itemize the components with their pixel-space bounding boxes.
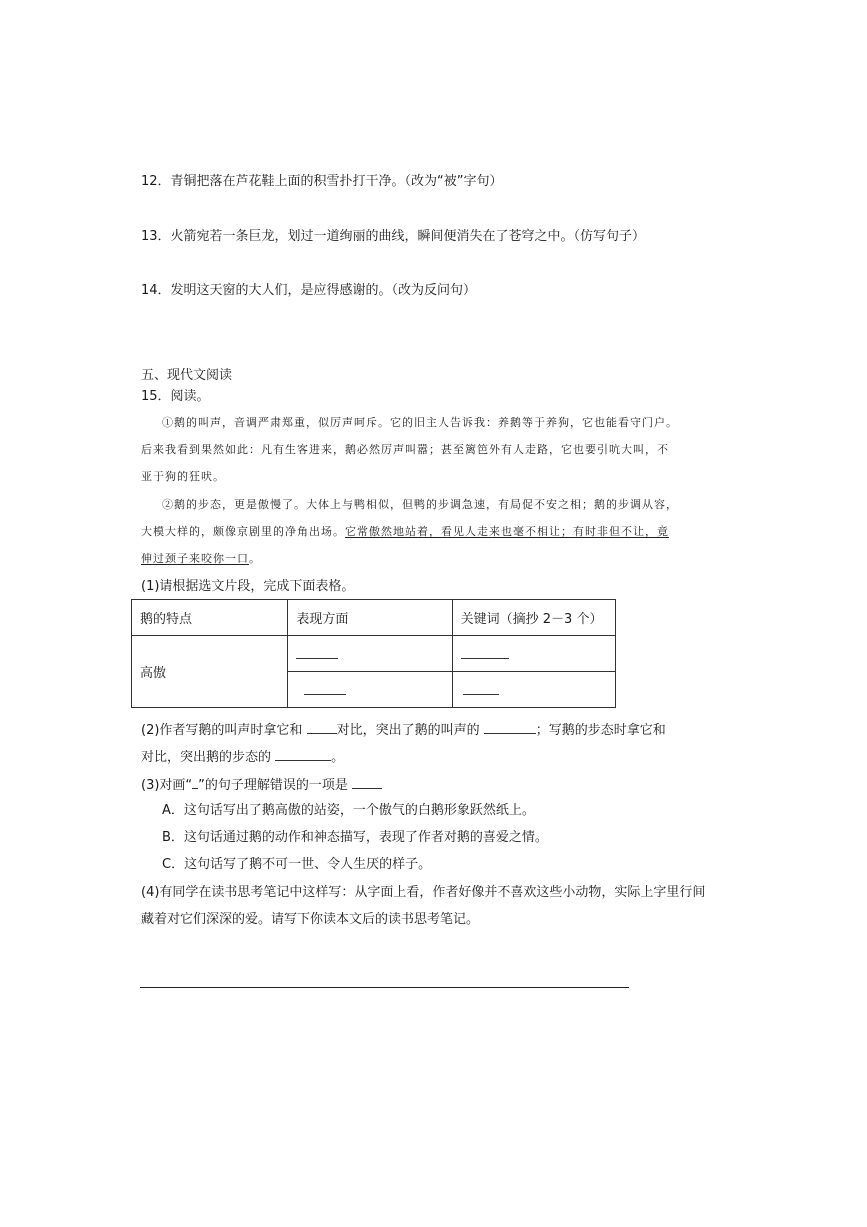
passage-p1-line3: 亚于狗的狂吠。 xyxy=(141,470,225,483)
passage-p2-line3-end: 。 xyxy=(249,552,261,565)
sub3-text-b: ”的句子理解错误的一项是 xyxy=(198,778,348,793)
answer-writing-line[interactable] xyxy=(140,987,629,988)
passage-p2-line3 xyxy=(141,550,261,568)
keyword-answer-cell[interactable] xyxy=(452,636,615,672)
answer-blank[interactable] xyxy=(461,644,509,659)
table-row xyxy=(132,636,616,672)
passage-p2-line2 xyxy=(141,523,669,541)
trait-cell: 高傲 xyxy=(132,636,288,708)
table-header-cell: 鹅的特点 xyxy=(132,600,288,636)
passage-p2-line2-plain: 大模大样的，颇像京剧里的净角出场。 xyxy=(141,525,345,538)
sub-question-1: (1)请根据选文片段，完成下面表格。 xyxy=(141,579,355,594)
underlined-sentence-part2: 伸过颈子来咬你一口 xyxy=(141,552,249,565)
sub-question-2-line1 xyxy=(141,719,666,741)
sub2-text-d: 对比，突出鹅的步态的 xyxy=(141,750,272,765)
sub-question-2-line2 xyxy=(141,746,344,768)
section-title: 五、现代文阅读 xyxy=(141,368,233,383)
table-header-cell: 表现方面 xyxy=(288,600,452,636)
answer-blank[interactable] xyxy=(296,644,338,659)
passage-p2-line1: ②鹅的步态，更是傲慢了。大体上与鸭相似，但鸭的步调急速，有局促不安之相；鹅的步调从容， xyxy=(162,498,678,511)
sub3-text-a: (3)对画“ xyxy=(141,778,193,793)
sub2-text-c: ；写鹅的步态时拿它和 xyxy=(535,723,666,738)
table-header-cell: 关键词（摘抄 2－3 个） xyxy=(452,600,615,636)
question-12: 12．青铜把落在芦花鞋上面的积雪扑打干净。（改为“被”字句） xyxy=(141,174,503,189)
answer-blank[interactable] xyxy=(484,719,536,734)
keyword-answer-cell[interactable] xyxy=(452,672,615,708)
option-c[interactable]: C．这句话写了鹅不可一世、令人生厌的样子。 xyxy=(162,857,432,872)
sub-question-4-line2: 藏着对它们深深的爱。请写下你读本文后的读书思考笔记。 xyxy=(141,912,480,927)
sub-question-4-line1: (4)有同学在读书思考笔记中这样写：从字面上看，作者好像并不喜欢这些小动物，实际上字里行间 xyxy=(141,885,706,900)
sub2-text-e: 。 xyxy=(331,750,345,765)
aspect-answer-cell[interactable] xyxy=(288,672,452,708)
sub2-text-a: (2)作者写鹅的叫声时拿它和 xyxy=(141,723,303,738)
sub2-text-b: 对比，突出了鹅的叫声的 xyxy=(336,723,480,738)
answer-blank[interactable] xyxy=(307,719,337,734)
answer-blank[interactable] xyxy=(275,746,331,761)
question-14: 14．发明这天窗的大人们，是应得感谢的。（改为反问句） xyxy=(141,283,477,298)
sub-question-3 xyxy=(141,774,382,796)
question-15: 15．阅读。 xyxy=(141,389,210,404)
question-13: 13．火箭宛若一条巨龙，划过一道绚丽的曲线，瞬间便消失在了苍穹之中。（仿写句子） xyxy=(141,229,646,244)
option-b[interactable]: B．这句话通过鹅的动作和神态描写，表现了作者对鹅的喜爱之情。 xyxy=(162,830,548,845)
aspect-answer-cell[interactable] xyxy=(288,636,452,672)
answer-blank[interactable] xyxy=(304,680,346,695)
answer-table xyxy=(131,599,616,708)
answer-blank[interactable] xyxy=(463,680,499,695)
answer-blank[interactable] xyxy=(352,774,382,789)
passage-p1-line1: ①鹅的叫声，音调严肃郑重，似厉声呵斥。它的旧主人告诉我：养鹅等于养狗，它也能看守门户。 xyxy=(162,416,678,429)
table-header-row xyxy=(132,600,616,636)
passage-p1-line2: 后来我看到果然如此：凡有生客进来，鹅必然厉声叫嚣；甚至篱笆外有人走路，它也要引吭大叫，不 xyxy=(141,443,669,456)
underlined-sentence-part1: 它常傲然地站着，看见人走来也毫不相让；有时非但不让，竟 xyxy=(345,525,669,538)
option-a[interactable]: A．这句话写出了鹅高傲的站姿，一个傲气的白鹅形象跃然纸上。 xyxy=(162,803,535,818)
